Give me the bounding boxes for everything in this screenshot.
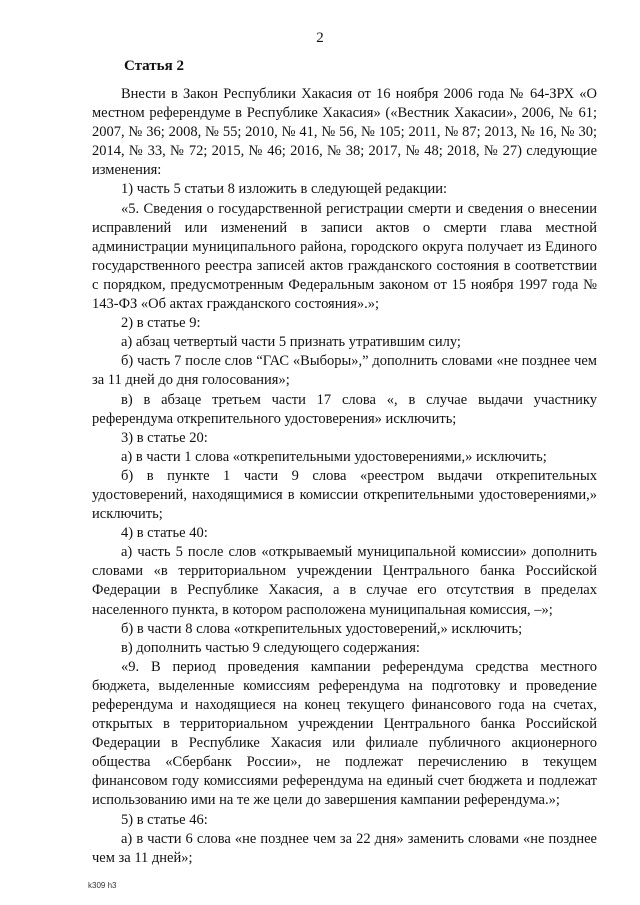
paragraph: «9. В период проведения кампании референдума средства местного бюджета, выделенные комиссиям референдума на подготовку и проведение референдума и находящиеся на конец текущего финансового года на счетах, открытых в территориальном учреждении Центрального банка Российской Федерации в Республике Хакасия или филиале публичного акционерного общества «Сбербанк России», не подлежат перечислению в текущем финансовом году комиссиями референдума на единый счет бюджета и подлежат использованию ими на те же цели до завершения кампании референдума.»; — [92, 658, 597, 809]
page-number: 2 — [316, 30, 324, 46]
paragraph: а) часть 5 после слов «открываемый муниципальной комиссии» дополнить словами «в территориальном учреждении Центрального банка Российской Федерации в Республике Хакасия, а в случае его отсутствия в пределах населенного пункта, в котором расположена муниципальная комиссия, –»; — [92, 544, 597, 618]
document-body — [92, 85, 597, 868]
paragraph: в) в абзаце третьем части 17 слова «, в случае выдачи участнику референдума открепительного удостоверения» исключить; — [92, 391, 597, 427]
paragraph: б) в части 8 слова «открепительных удостоверений,» исключить; — [121, 620, 523, 637]
paragraph: Внести в Закон Республики Хакасия от 16 ноября 2006 года № 64-ЗРХ «О местном референдуме в Республике Хакасия» («Вестник Хакасии», 2006, № 61; 2007, № 36; 2008, № 55; 2010, № 41, № 56, № 105; 2011, № 87; 2013, № 16, № 30; 2014, № 33, № 72; 2015, № 46; 2016, № 38; 2017, № 48; 2018, № 27) следующие изменения: — [92, 86, 597, 179]
paragraph: б) в пункте 1 части 9 слова «реестром выдачи открепительных удостоверений, находящимися в комиссии открепительными удостоверениями,» исключить; — [92, 467, 597, 523]
article-heading: Статья 2 — [124, 58, 184, 74]
paragraph: в) дополнить частью 9 следующего содержания: — [121, 639, 420, 656]
paragraph: 2) в статье 9: — [121, 315, 201, 332]
paragraph: а) в части 1 слова «открепительными удостоверениями,» исключить; — [121, 448, 547, 465]
paragraph: «5. Сведения о государственной регистрации смерти и сведения о внесении исправлений или изменений в записи актов о смерти глава местной администрации муниципального района, городского округа получает из Единого государственного реестра записей актов гражданского состояния в соответствии с порядком, предусмотренным Федеральным законом от 15 ноября 1997 года № 143-ФЗ «Об актах гражданского состояния».»; — [92, 200, 597, 313]
footer-code: k309 h3 — [88, 881, 117, 890]
paragraph: б) часть 7 после слов “ГАС «Выборы»,” дополнить словами «не позднее чем за 11 дней до дня голосования»; — [92, 353, 597, 389]
paragraph: а) абзац четвертый части 5 признать утратившим силу; — [121, 334, 461, 351]
paragraph: 4) в статье 40: — [121, 525, 208, 542]
paragraph: 1) часть 5 статьи 8 изложить в следующей редакции: — [121, 181, 447, 198]
paragraph: а) в части 6 слова «не позднее чем за 22 дня» заменить словами «не позднее чем за 11 дней»; — [92, 830, 597, 866]
paragraph: 5) в статье 46: — [121, 811, 208, 828]
paragraph: 3) в статье 20: — [121, 429, 208, 446]
